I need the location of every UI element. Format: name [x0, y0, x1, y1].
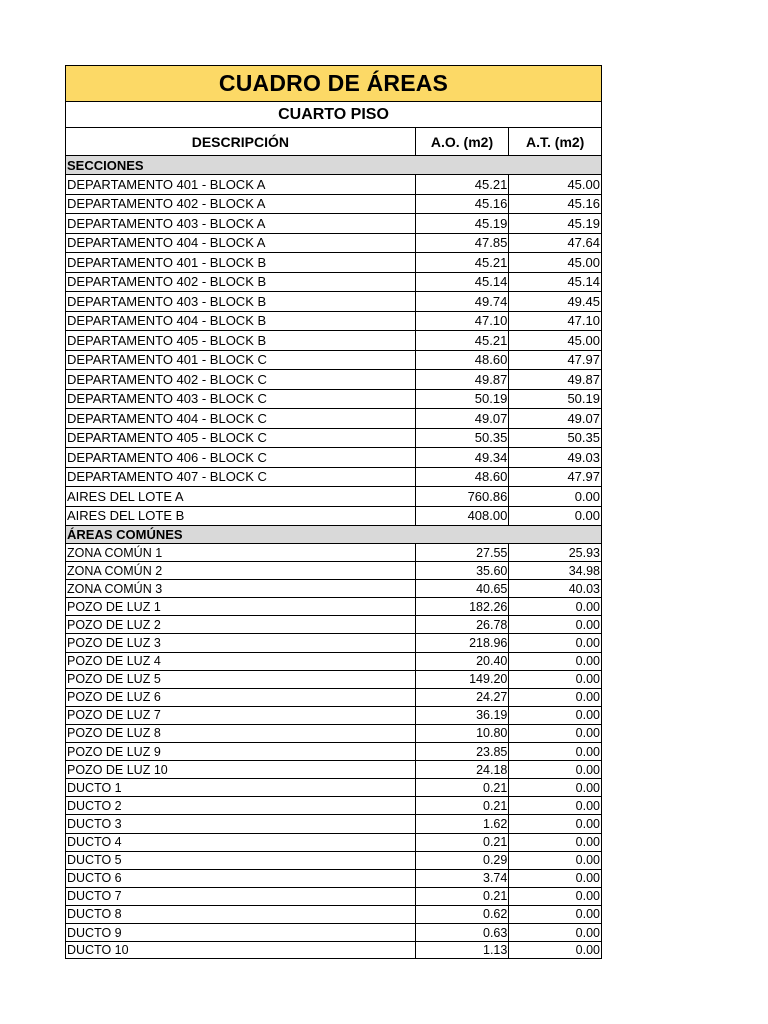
cell-at: 0.00 — [508, 725, 601, 742]
cell-at: 0.00 — [508, 906, 601, 923]
cell-ao: 36.19 — [415, 707, 509, 724]
cell-ao: 26.78 — [415, 616, 509, 633]
cell-description: POZO DE LUZ 7 — [67, 708, 161, 723]
table-row — [65, 369, 602, 389]
cell-ao: 0.21 — [415, 888, 509, 905]
cell-ao: 0.21 — [415, 779, 509, 796]
table-row — [65, 851, 602, 869]
cell-at: 0.00 — [508, 888, 601, 905]
cell-description: DUCTO 1 — [67, 780, 122, 795]
cell-ao: 1.13 — [415, 942, 509, 958]
cell-at: 45.19 — [508, 214, 601, 233]
cell-ao: 48.60 — [415, 351, 509, 370]
cell-ao: 45.21 — [415, 253, 509, 272]
cell-at: 0.00 — [508, 653, 601, 670]
table-row — [65, 941, 602, 959]
cell-description: ZONA COMÚN 1 — [67, 545, 163, 560]
table-row — [65, 174, 602, 194]
cell-description: DUCTO 8 — [67, 907, 122, 922]
cell-ao: 45.16 — [415, 195, 509, 214]
cell-at: 45.14 — [508, 273, 601, 292]
cell-ao: 27.55 — [415, 544, 509, 561]
cell-ao: 45.21 — [415, 331, 509, 350]
table-row — [65, 905, 602, 923]
table-row — [65, 778, 602, 796]
cell-at: 0.00 — [508, 942, 601, 958]
table-row — [65, 543, 602, 561]
cell-ao: 48.60 — [415, 468, 509, 487]
cell-at: 0.00 — [508, 707, 601, 724]
cell-description: DEPARTAMENTO 401 - BLOCK B — [67, 254, 267, 270]
table-row — [65, 597, 602, 615]
cell-description: DUCTO 6 — [67, 871, 122, 886]
cell-at: 0.00 — [508, 870, 601, 887]
table-row — [65, 252, 602, 272]
cell-ao: 20.40 — [415, 653, 509, 670]
cell-ao: 47.10 — [415, 312, 509, 331]
cell-description: POZO DE LUZ 2 — [67, 617, 161, 632]
cell-ao: 47.85 — [415, 234, 509, 253]
cell-ao: 218.96 — [415, 634, 509, 651]
cell-description: DEPARTAMENTO 401 - BLOCK C — [67, 352, 267, 368]
cell-description: DEPARTAMENTO 401 - BLOCK A — [67, 176, 266, 192]
cell-ao: 3.74 — [415, 870, 509, 887]
cell-at: 0.00 — [508, 689, 601, 706]
cell-at: 0.00 — [508, 487, 601, 506]
cell-description: ZONA COMÚN 2 — [67, 563, 163, 578]
table-row — [65, 428, 602, 448]
cell-ao: 408.00 — [415, 507, 509, 526]
cell-description: DUCTO 5 — [67, 853, 122, 868]
cell-at: 0.00 — [508, 815, 601, 832]
table-row — [65, 887, 602, 905]
table-row — [65, 213, 602, 233]
cell-ao: 45.21 — [415, 175, 509, 194]
header-row — [65, 128, 602, 155]
table-row — [65, 760, 602, 778]
table-row — [65, 350, 602, 370]
cell-at: 49.07 — [508, 409, 601, 428]
cell-at: 0.00 — [508, 634, 601, 651]
cell-description: DEPARTAMENTO 403 - BLOCK B — [67, 293, 267, 309]
cell-description: DEPARTAMENTO 403 - BLOCK C — [67, 391, 267, 407]
table-row — [65, 233, 602, 253]
cell-description: DUCTO 9 — [67, 925, 122, 940]
table-title: CUADRO DE ÁREAS — [65, 65, 602, 102]
table-row — [65, 272, 602, 292]
cell-description: DEPARTAMENTO 406 - BLOCK C — [67, 449, 267, 465]
cell-ao: 49.74 — [415, 292, 509, 311]
cell-description: AIRES DEL LOTE B — [67, 508, 185, 524]
cell-description: POZO DE LUZ 1 — [67, 599, 161, 614]
table-row — [65, 796, 602, 814]
cell-description: DEPARTAMENTO 404 - BLOCK A — [67, 235, 266, 251]
cell-at: 40.03 — [508, 580, 601, 597]
table-body — [65, 155, 602, 959]
cell-at: 50.19 — [508, 390, 601, 409]
cell-ao: 182.26 — [415, 598, 509, 615]
table-row — [65, 742, 602, 760]
cell-at: 47.97 — [508, 468, 601, 487]
table-row — [65, 311, 602, 331]
cell-at: 45.16 — [508, 195, 601, 214]
cell-ao: 49.34 — [415, 448, 509, 467]
cell-ao: 50.19 — [415, 390, 509, 409]
cell-at: 0.00 — [508, 507, 601, 526]
cell-description: POZO DE LUZ 3 — [67, 636, 161, 651]
cell-at: 45.00 — [508, 331, 601, 350]
cell-at: 34.98 — [508, 562, 601, 579]
table-row — [65, 194, 602, 214]
cell-description: DEPARTAMENTO 407 - BLOCK C — [67, 469, 267, 485]
cell-at: 0.00 — [508, 671, 601, 688]
cell-ao: 24.18 — [415, 761, 509, 778]
header-ao: A.O. (m2) — [415, 128, 509, 155]
table-row — [65, 670, 602, 688]
cell-description: DEPARTAMENTO 403 - BLOCK A — [67, 215, 266, 231]
table-row — [65, 389, 602, 409]
cell-at: 0.00 — [508, 924, 601, 941]
table-row — [65, 291, 602, 311]
header-at: A.T. (m2) — [508, 128, 601, 155]
cell-ao: 0.21 — [415, 834, 509, 851]
table-row — [65, 706, 602, 724]
table-row — [65, 615, 602, 633]
cell-ao: 49.07 — [415, 409, 509, 428]
cell-ao: 23.85 — [415, 743, 509, 760]
cell-at: 49.45 — [508, 292, 601, 311]
cell-ao: 1.62 — [415, 815, 509, 832]
cell-description: DEPARTAMENTO 405 - BLOCK B — [67, 332, 267, 348]
cell-description: DUCTO 3 — [67, 816, 122, 831]
cell-at: 0.00 — [508, 616, 601, 633]
cell-description: POZO DE LUZ 5 — [67, 672, 161, 687]
cell-description: ZONA COMÚN 3 — [67, 581, 163, 596]
header-description: DESCRIPCIÓN — [191, 133, 289, 150]
cell-description: POZO DE LUZ 8 — [67, 726, 161, 741]
cell-at: 0.00 — [508, 598, 601, 615]
cell-description: DUCTO 7 — [67, 889, 122, 904]
table-row — [65, 467, 602, 487]
cell-ao: 24.27 — [415, 689, 509, 706]
table-row — [65, 652, 602, 670]
cell-ao: 50.35 — [415, 429, 509, 448]
cell-description: DEPARTAMENTO 404 - BLOCK C — [67, 410, 267, 426]
cell-at: 0.00 — [508, 761, 601, 778]
cell-at: 45.00 — [508, 253, 601, 272]
cell-ao: 49.87 — [415, 370, 509, 389]
cell-ao: 0.62 — [415, 906, 509, 923]
cell-description: DEPARTAMENTO 402 - BLOCK C — [67, 371, 267, 387]
cell-description: DEPARTAMENTO 402 - BLOCK B — [67, 274, 267, 290]
cell-at: 49.03 — [508, 448, 601, 467]
table-subtitle: CUARTO PISO — [65, 102, 602, 128]
cell-at: 50.35 — [508, 429, 601, 448]
cell-at: 0.00 — [508, 834, 601, 851]
cell-description: POZO DE LUZ 4 — [67, 654, 161, 669]
table-row — [65, 814, 602, 832]
table-row — [65, 408, 602, 428]
table-row — [65, 724, 602, 742]
cell-at: 45.00 — [508, 175, 601, 194]
cell-at: 0.00 — [508, 852, 601, 869]
cell-ao: 0.21 — [415, 797, 509, 814]
table-row — [65, 923, 602, 941]
table-row — [65, 633, 602, 651]
cell-description: DEPARTAMENTO 402 - BLOCK A — [67, 196, 266, 212]
cell-ao: 45.14 — [415, 273, 509, 292]
cell-at: 49.87 — [508, 370, 601, 389]
cell-at: 47.64 — [508, 234, 601, 253]
cell-description: POZO DE LUZ 6 — [67, 690, 161, 705]
table-row — [65, 447, 602, 467]
cell-ao: 45.19 — [415, 214, 509, 233]
cell-description: POZO DE LUZ 9 — [67, 744, 161, 759]
cell-description: DUCTO 4 — [67, 835, 122, 850]
cell-ao: 760.86 — [415, 487, 509, 506]
cell-ao: 149.20 — [415, 671, 509, 688]
cell-description: DUCTO 10 — [67, 943, 129, 958]
cell-at: 25.93 — [508, 544, 601, 561]
cell-at: 0.00 — [508, 743, 601, 760]
cell-at: 0.00 — [508, 797, 601, 814]
cell-at: 47.97 — [508, 351, 601, 370]
cell-ao: 10.80 — [415, 725, 509, 742]
table-row — [65, 506, 602, 526]
areas-table — [65, 65, 602, 959]
cell-at: 47.10 — [508, 312, 601, 331]
table-row — [65, 486, 602, 506]
section-header: SECCIONES — [65, 155, 602, 174]
cell-ao: 40.65 — [415, 580, 509, 597]
cell-ao: 0.63 — [415, 924, 509, 941]
table-row — [65, 869, 602, 887]
cell-description: DUCTO 2 — [67, 798, 122, 813]
section-header: ÁREAS COMÚNES — [65, 525, 602, 543]
cell-ao: 35.60 — [415, 562, 509, 579]
cell-ao: 0.29 — [415, 852, 509, 869]
cell-description: POZO DE LUZ 10 — [67, 762, 168, 777]
table-row — [65, 561, 602, 579]
table-row — [65, 688, 602, 706]
cell-description: AIRES DEL LOTE A — [67, 488, 184, 504]
cell-description: DEPARTAMENTO 405 - BLOCK C — [67, 430, 267, 446]
cell-description: DEPARTAMENTO 404 - BLOCK B — [67, 313, 267, 329]
table-row — [65, 579, 602, 597]
cell-at: 0.00 — [508, 779, 601, 796]
table-row — [65, 833, 602, 851]
table-row — [65, 330, 602, 350]
